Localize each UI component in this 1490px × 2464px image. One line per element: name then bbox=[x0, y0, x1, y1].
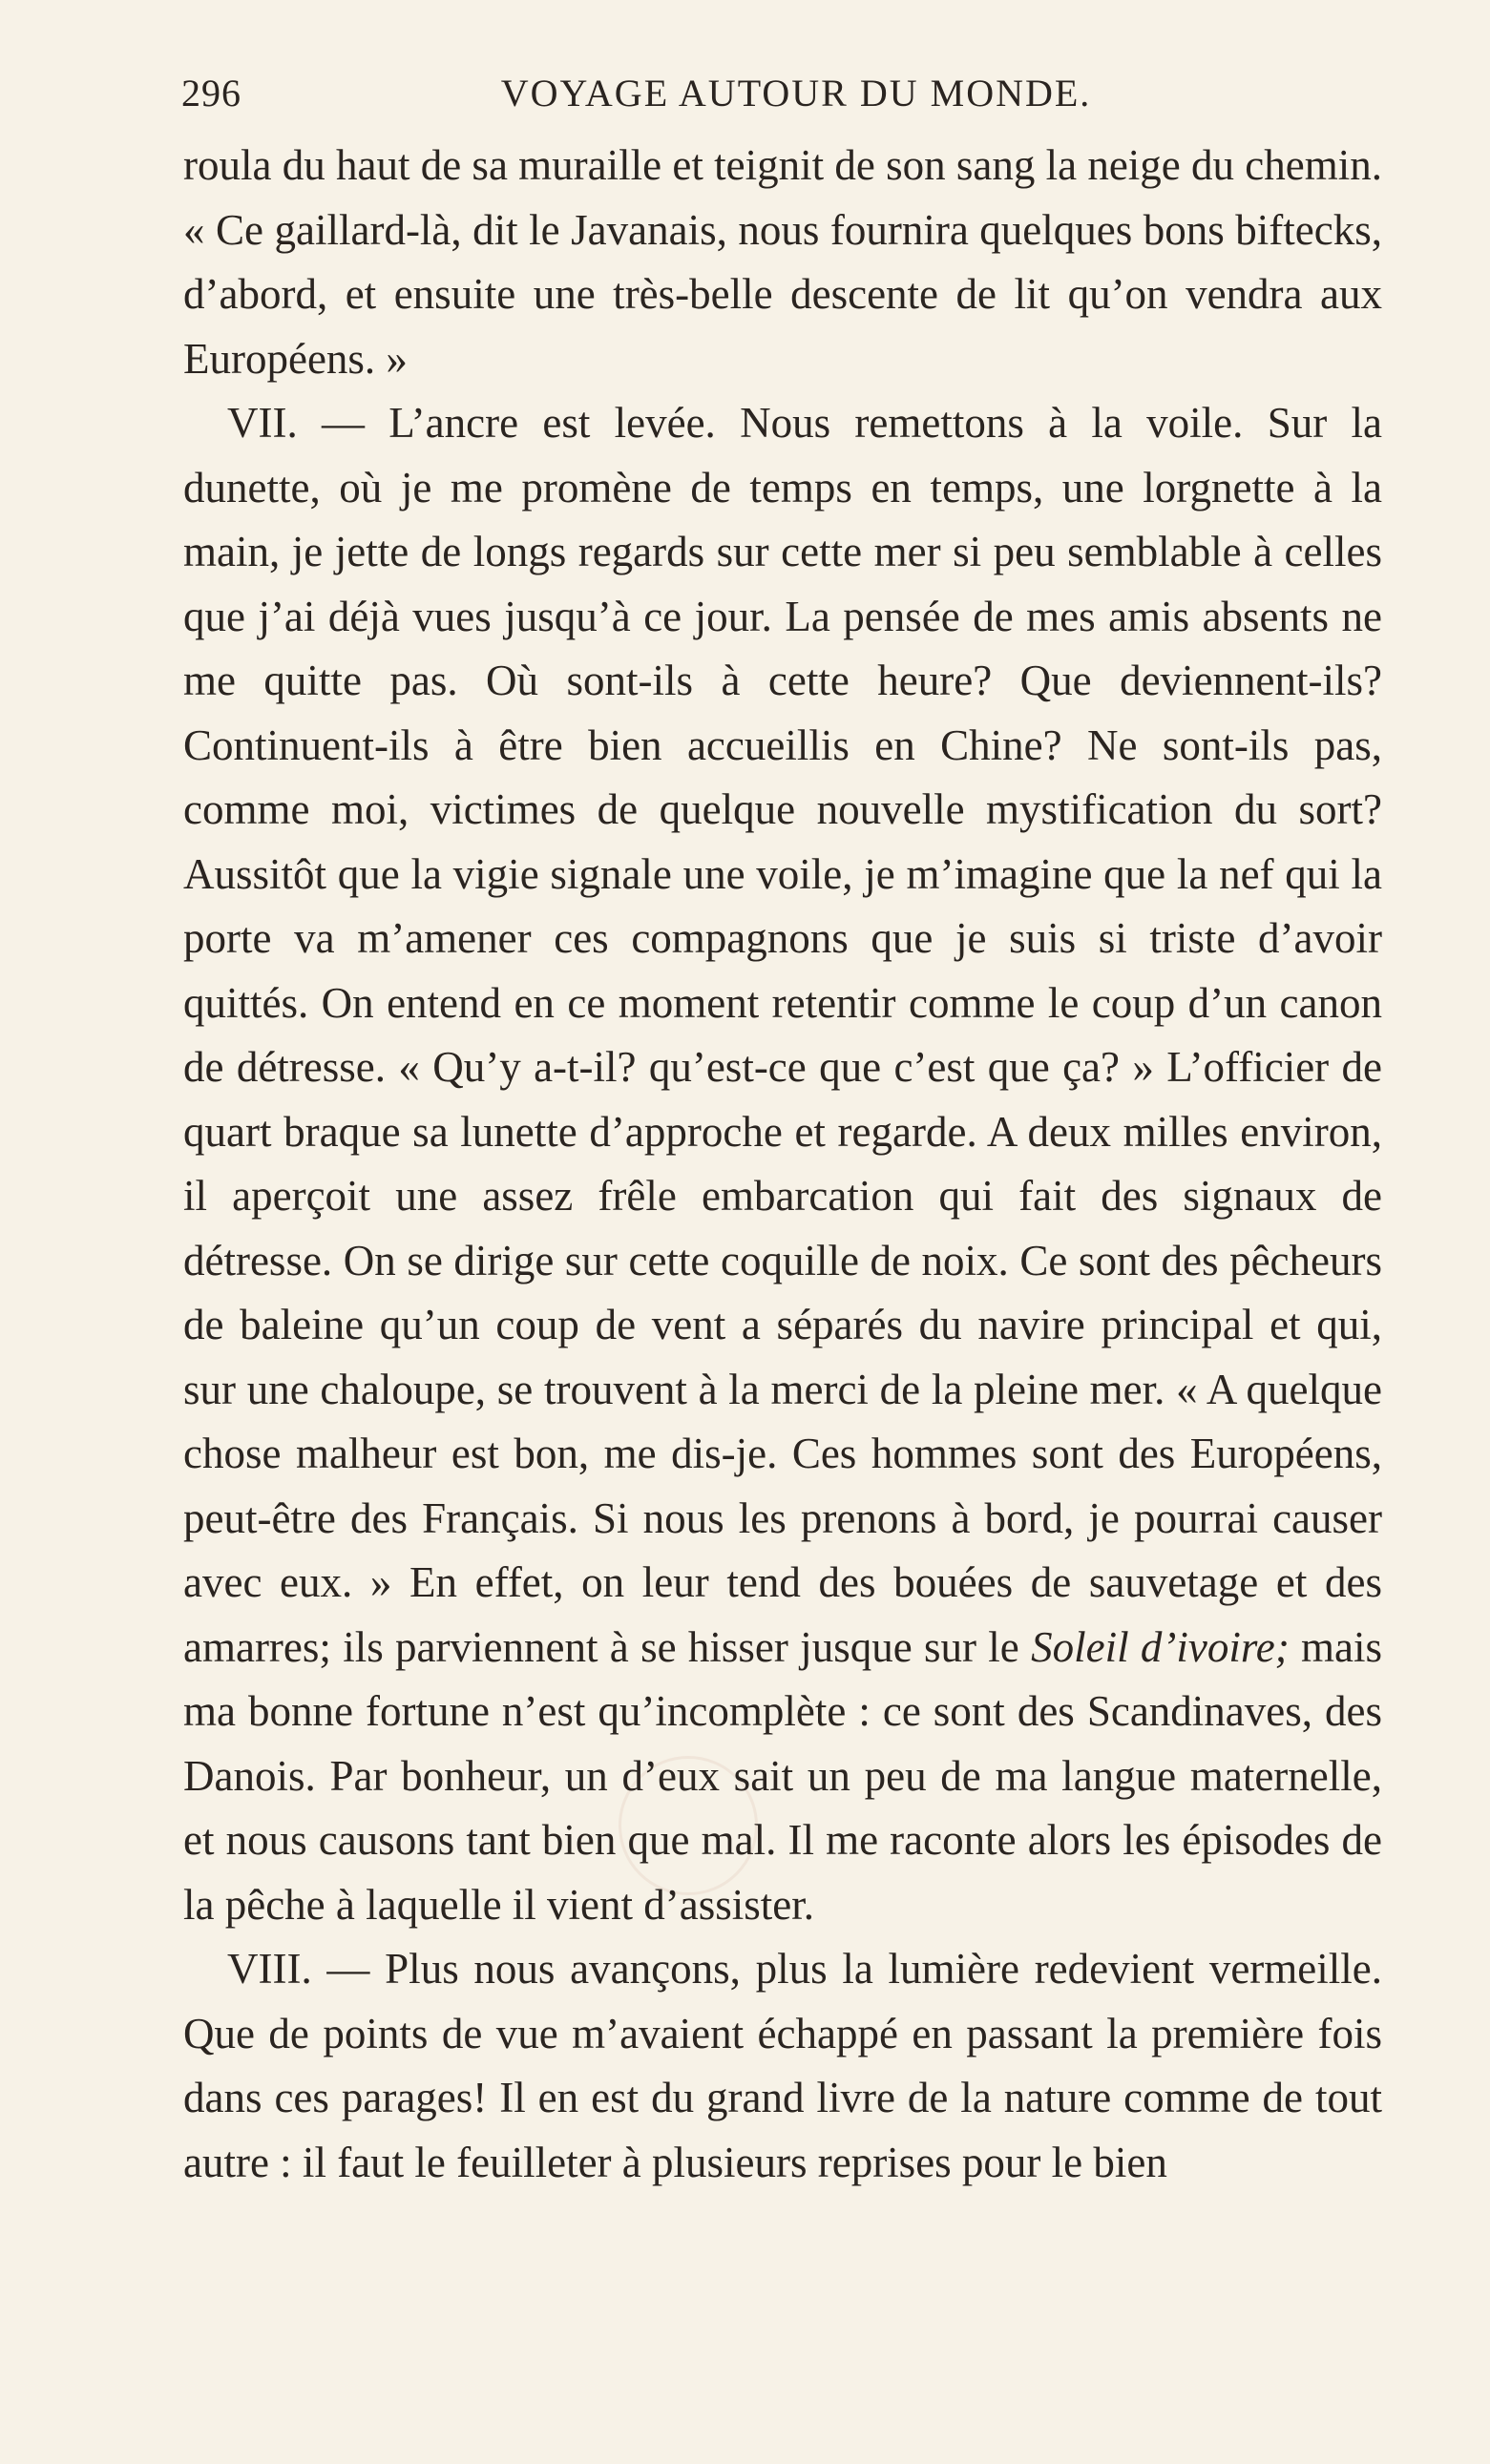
paragraph-continuation: roula du haut de sa muraille et teignit de son sang la neige du chemin. « Ce gaillard-là, dit le Javanais, nous fournira quelques bons biftecks, d’abord, et ensuite une très-belle descente de lit qu’on vendra aux Européens. » bbox=[183, 141, 1382, 383]
paragraph-section-vii-end: mais ma bonne fortune n’est qu’incomplète : ce sont des Scandinaves, des Danois. Par bonheur, un d’eux sait un peu de ma langue maternelle, et nous causons tant bien que mal. Il me raconte alors les épisodes de la pêche à laquelle il vient d’assister. bbox=[183, 1622, 1383, 1929]
paragraph-section-vii-text: VII. — L’ancre est levée. Nous remettons à la voile. Sur la dunette, où je me promène de temps en temps, une lorgnette à la main, je jette de longs regards sur cette mer si peu semblable à celles que j’ai déjà vues jusqu’à ce jour. La pensée de mes amis absents ne me quitte pas. Où sont-ils à cette heure? Que deviennent-ils? Continuent-ils à être bien accueillis en Chine? Ne sont-ils pas, comme moi, victimes de quelque nouvelle mystification du sort? Aussitôt que la vigie signale une voile, je m’imagine que la nef qui la porte va m’amener ces compagnons que je suis si triste d’avoir quittés. On entend en ce moment retentir comme le coup d’un canon de détresse. « Qu’y a-t-il? qu’est-ce que c’est que ça? » L’officier de quart braque sa lunette d’approche et regarde. A deux milles environ, il aperçoit une assez frêle embarcation qui fait des signaux de détresse. On se dirige sur cette coquille de noix. Ce sont des pêcheurs de baleine qu’un coup de vent a séparés du navire principal et qui, sur une chaloupe, se trouvent à la merci de la pleine mer. « A quelque chose malheur est bon, me dis-je. Ces hommes sont des Européens, peut-être des Français. Si nous les prenons à bord, je pourrai causer avec eux. » En effet, on leur tend des bouées de sauvetage et des amarres; ils parviennent à se hisser jusque sur le bbox=[183, 399, 1382, 1671]
body-text bbox=[183, 134, 1382, 2195]
ship-name: Soleil d’ivoire; bbox=[1031, 1622, 1290, 1671]
running-head bbox=[181, 71, 1382, 118]
page-number: 296 bbox=[181, 72, 241, 115]
running-title: VOYAGE AUTOUR DU MONDE. bbox=[500, 72, 1092, 115]
paragraph-section-vii bbox=[183, 391, 1382, 1937]
paragraph-section-viii: VIII. — Plus nous avançons, plus la lumière redevient vermeille. Que de points de vue m’avaient échappé en passant la première fois dans ces parages! Il en est du grand livre de la nature comme de tout autre : il faut le feuilleter à plusieurs reprises pour le bien bbox=[183, 1945, 1382, 2186]
